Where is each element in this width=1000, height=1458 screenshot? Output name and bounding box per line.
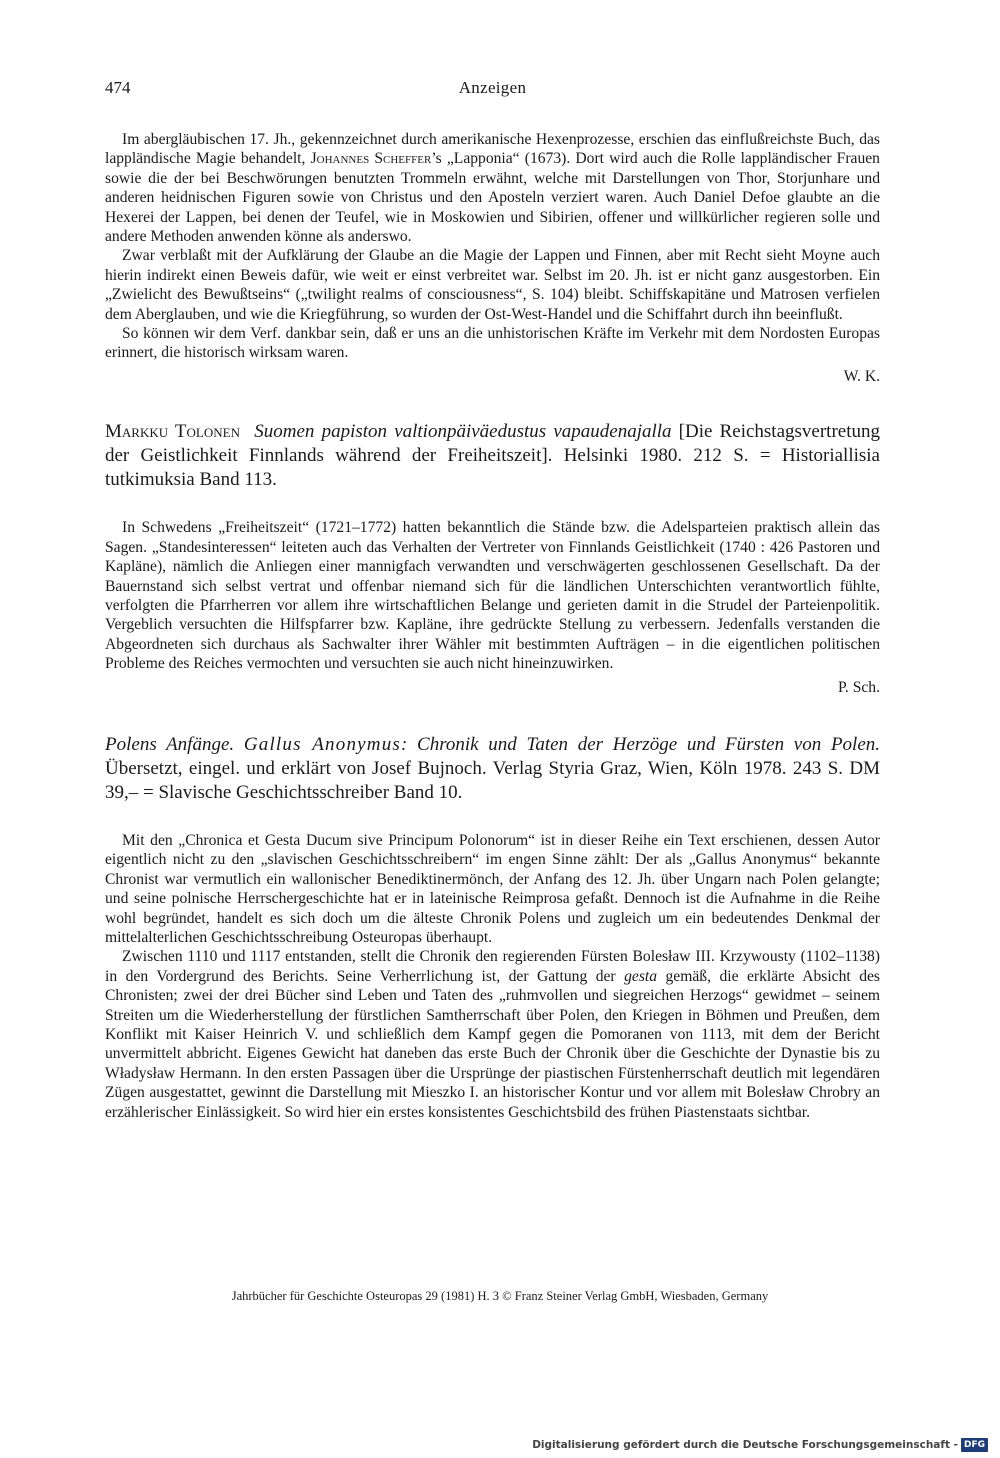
review-3-heading: Polens Anfänge. Gallus Anonymus: Chronik und Taten der Herzöge und Fürsten von Polen. Übersetzt, eingel. und erklärt von Josef Bujnoch. Verlag Styria Graz, Wien, Köln 1978. 243 S. DM 39,– = Slavische Geschichtsschreiber Band 10. [105, 733, 881, 803]
digitization-notice-text: Digitalisierung gefördert durch die Deutsche Forschungsgemeinschaft - [532, 1439, 958, 1451]
review-2 [105, 420, 880, 697]
page-number: 474 [105, 78, 131, 97]
review-2-signature: P. Sch. [837, 678, 880, 696]
review-2-author: Markku Tolonen [105, 421, 240, 443]
review-3 [105, 733, 880, 1122]
review-3-paragraph-2: Zwischen 1110 und 1117 entstanden, stellt die Chronik den regierenden Fürsten Bolesław III. Krzywousty (1102–1138) in den Vordergrund des Berichts. Seine Verherrlichung ist, der Gattung der gesta gemäß, die erklärte Absicht des Chronisten; zwei der drei Bücher sind Leben und Taten des „ruhmvollen und siegreichen Herzogs“ gewidmet – seinem Streiten um die Wiederherstellung der fürstlichen Samtherrschaft über Polen, den Kriegen in Böhmen und Preußen, dem Konflikt mit Kaiser Heinrich V. und schließlich dem Kampf gegen die Pomoranen von 1113, mit dem der Bericht unvermittelt abbricht. Eigenes Gewicht hat daneben das erste Buch der Chronik über die Geschichte der Dynastie bis zu Władysław Hermann. In den ersten Passagen über die Ursprünge der piastischen Fürstenherrschaft deutlich mit legendären Zügen ausgestattet, gewinnt die Darstellung mit Mieszko I. an historischer Kontur und vor allem mit Bolesław Chrobry an erzählerischer Einlässigkeit. So wird hier ein erstes konsistentes Geschichtsbild des frühen Piastenstaats sichtbar. [105, 948, 880, 1121]
journal-citation: Jahrbücher für Geschichte Osteuropas 29 (1981) H. 3 © Franz Steiner Verlag GmbH, Wiesbaden, Germany [231, 1289, 769, 1303]
review-1-paragraph-1: Im abergläubischen 17. Jh., gekennzeichnet durch amerikanische Hexenprozesse, erschien das einflußreichste Buch, das lappländische Magie behandelt, Johannes Scheffer’s „Lapponia“ (1673). Dort wird auch die Rolle lappländischer Frauen sowie die der bei Beschwörungen benutzten Trommeln erwähnt, welche mit Darstellungen von Thor, Storjunhare und anderen heidnischen Figuren sowie von Christus und den Aposteln verziert waren. Auch Daniel Defoe glaubte an die Hexerei der Lappen, bei denen der Teufel, wie in Moskowien und Sibirien, offener und willkürlicher regieren solle und andere Methoden anwenden könne als anderswo. [105, 131, 880, 246]
review-1-signature: W. K. [843, 367, 880, 385]
review-1-paragraph-2: Zwar verblaßt mit der Aufklärung der Glaube an die Magie der Lappen und Finnen, aber mit Recht sieht Moyne auch hierin indirekt einen Beweis dafür, wie weit er einst verbreitet war. Selbst im 20. Jh. ist er nicht ganz ausgestorben. Ein „Zwielicht des Bewußtseins“ („twilight realms of consciousness“, S. 104) bleibt. Schiffskapitäne und Matrosen verfielen dem Aberglauben, und wie die Kriegführung, so wurden der Ost-West-Handel und die Schiffahrt durch ihn beeinflußt. [105, 247, 880, 323]
review-1-paragraph-3: So können wir dem Verf. dankbar sein, daß er uns an die unhistorischen Kräfte im Verkehr mit dem Nordosten Europas erinnert, die historisch wirksam waren. [105, 325, 880, 362]
digitization-notice [532, 1437, 988, 1453]
review-2-title: Suomen papiston valtionpäiväedustus vapaudenajalla [254, 421, 672, 443]
page-content [105, 130, 880, 1122]
review-1 [105, 130, 880, 386]
dfg-logo: DFG [961, 1438, 988, 1452]
page-header [105, 78, 880, 102]
review-2-heading: Markku Tolonen Suomen papiston valtionpäiväedustus vapaudenajalla [Die Reichstagsvertretung der Geistlichkeit Finnlands während der Freiheitszeit]. Helsinki 1980. 212 S. = Historiallisia tutkimuksia Band 113. [105, 421, 880, 491]
author-name: Johannes Scheffer [310, 150, 432, 168]
running-head: Anzeigen [458, 78, 527, 97]
review-2-paragraph-1: In Schwedens „Freiheitszeit“ (1721–1772) hatten bekanntlich die Stände bzw. die Adelsparteien praktisch allein das Sagen. „Standesinteressen“ leiteten auch das Verhalten der Vertreter von Finnlands Geistlichkeit (1740 : 426 Pastoren und Kapläne), nämlich die Anliegen einer mannigfach verwandten und verschwägerten geschlossenen Gesellschaft. Da der Bauernstand sich selbst vertrat und offenbar niemand sich für die ländlichen Unterschichten verantwortlich fühlte, verfolgten die Pfarrherren vor allem ihre wirtschaftlichen Belange und gerieten damit in die Strudel der Parteienpolitik. Vergeblich versuchten die Hilfspfarrer bzw. Kapläne, ihre gedrückte Stellung zu verbessern. Jedenfalls verstanden die Abgeordneten sich durchaus als Sachwalter ihrer Wähler mit bestimmten Aufträgen – in die eigentlichen politischen Probleme des Reiches vermochten und versuchten sie auch nicht hineinzuwirken. [105, 519, 880, 673]
review-3-chronicler: Gallus Anonymus [243, 733, 402, 755]
review-3-paragraph-1: Mit den „Chronica et Gesta Ducum sive Principum Polonorum“ ist in dieser Reihe ein Text erschienen, dessen Autor eigentlich nicht zu den „slavischen Geschichtsschreibern“ im engen Sinne zählt: Der als „Gallus Anonymus“ bekannte Chronist war vermutlich ein wallonischer Benediktinermönch, der Anfang des 12. Jh. über Ungarn nach Polen gelangte; und seine polnische Herrschergeschichte hat er in lateinische Reimprosa gefaßt. Dennoch ist die Aufnahme in die Reihe wohl begründet, handelt es sich doch um die älteste Chronik Polens und zugleich um ein bedeutendes Denkmal der mittelalterlichen Geschichtsschreibung Osteuropas überhaupt. [105, 831, 880, 946]
